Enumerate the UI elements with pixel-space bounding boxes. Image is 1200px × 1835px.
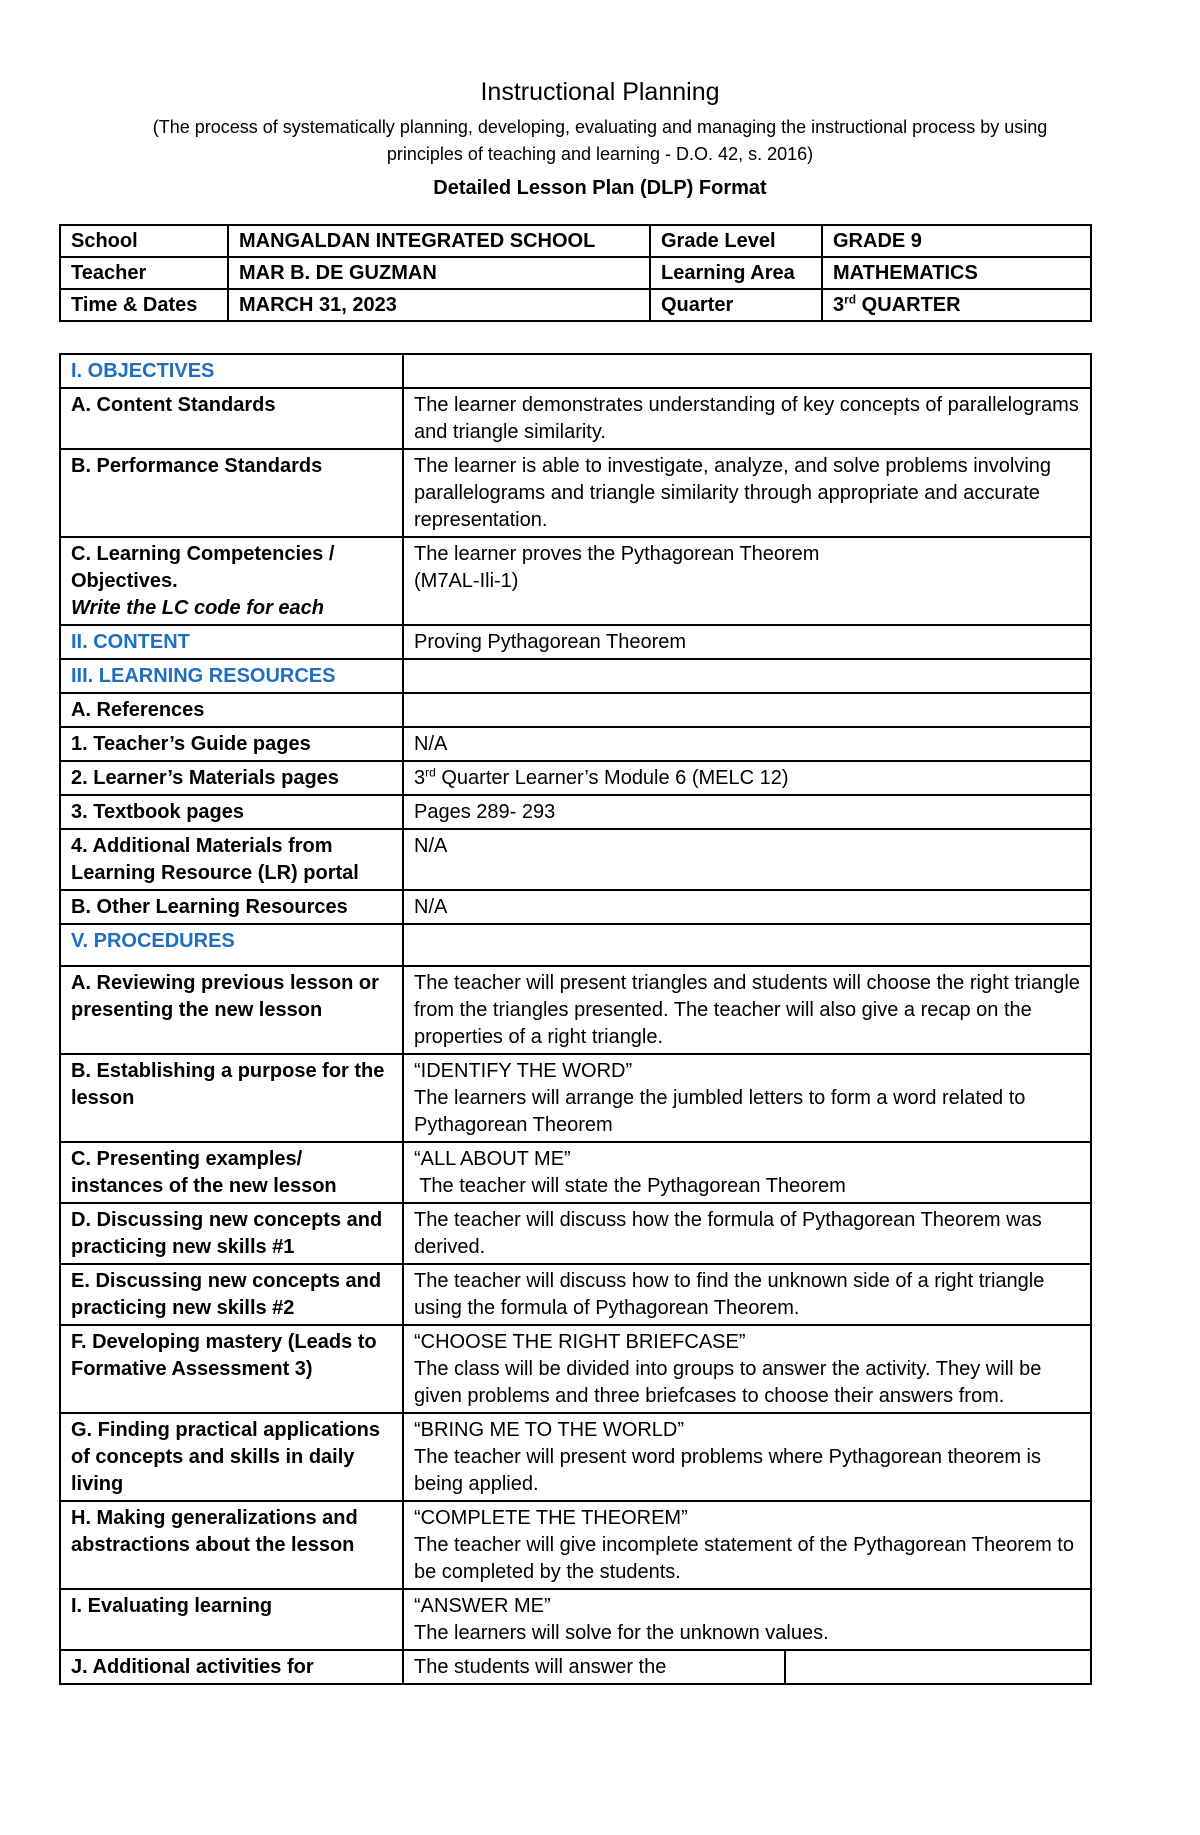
table-row [60, 659, 1091, 693]
activity-description: The teacher will give incomplete statement of the Pythagorean Theorem to be completed by the students. [414, 1534, 1074, 1583]
time-dates-label: Time & Dates [60, 289, 228, 321]
teachers-guide-value: N/A [403, 727, 1091, 761]
empty-cell [403, 693, 1091, 727]
teacher-label: Teacher [60, 257, 228, 289]
procedure-j-label: J. Additional activities for [60, 1650, 403, 1684]
procedure-j-value [403, 1650, 1091, 1684]
procedure-b-value [403, 1054, 1091, 1142]
lm-text: Quarter Learner’s Module 6 (MELC 12) [435, 767, 789, 789]
subtitle-line-1: (The process of systematically planning, developing, evaluating and managing the instructional process by using [152, 117, 1048, 137]
dlp-format-heading: Detailed Lesson Plan (DLP) Format [433, 177, 767, 199]
procedure-j-text: The students will answer the [414, 1656, 667, 1678]
table-row [60, 1501, 1091, 1589]
table-row [60, 890, 1091, 924]
table-row [60, 388, 1091, 449]
am-label-line: 4. Additional Materials from [71, 835, 333, 857]
quarter-value [822, 289, 1091, 321]
content-standards-value: The learner demonstrates understanding of key concepts of parallelograms and triangle similarity. [403, 388, 1091, 449]
school-info-table [59, 224, 1092, 322]
content-value: Proving Pythagorean Theorem [403, 625, 1091, 659]
content-standards-label: A. Content Standards [60, 388, 403, 449]
document-header [0, 74, 1200, 203]
table-row [60, 1325, 1091, 1413]
procedure-g-label: G. Finding practical applications of concepts and skills in daily living [60, 1413, 403, 1501]
empty-cell [403, 659, 1091, 693]
empty-cell [403, 924, 1091, 966]
procedure-f-value [403, 1325, 1091, 1413]
activity-description: The teacher will present word problems where Pythagorean theorem is being applied. [414, 1446, 1041, 1495]
performance-standards-label: B. Performance Standards [60, 449, 403, 537]
quarter-text: QUARTER [856, 294, 961, 316]
table-row [60, 537, 1091, 625]
table-row [60, 257, 1091, 289]
table-row [60, 449, 1091, 537]
content-heading: II. CONTENT [60, 625, 403, 659]
table-row [60, 354, 1091, 388]
table-row [60, 829, 1091, 890]
procedure-g-value [403, 1413, 1091, 1501]
cell-divider [784, 1651, 786, 1683]
procedure-a-value: The teacher will present triangles and students will choose the right triangle from the triangles presented. The teacher will also give a recap on the properties of a right triangle. [403, 966, 1091, 1054]
textbook-value: Pages 289- 293 [403, 795, 1091, 829]
table-row [60, 225, 1091, 257]
procedure-c-value [403, 1142, 1091, 1203]
procedure-e-label: E. Discussing new concepts and practicing new skills #2 [60, 1264, 403, 1325]
learning-area-value: MATHEMATICS [822, 257, 1091, 289]
table-row [60, 693, 1091, 727]
lm-ordinal: rd [425, 765, 436, 780]
competency-text: The learner proves the Pythagorean Theorem [414, 543, 820, 565]
procedure-i-value [403, 1589, 1091, 1650]
other-resources-label: B. Other Learning Resources [60, 890, 403, 924]
activity-title: “BRING ME TO THE WORLD” [414, 1419, 685, 1441]
procedure-h-value [403, 1501, 1091, 1589]
table-row [60, 1142, 1091, 1203]
school-label: School [60, 225, 228, 257]
table-row [60, 1264, 1091, 1325]
activity-title: “COMPLETE THE THEOREM” [414, 1507, 688, 1529]
activity-title: “IDENTIFY THE WORD” [414, 1060, 633, 1082]
learning-competencies-value [403, 537, 1091, 625]
activity-description: The learners will solve for the unknown values. [414, 1622, 829, 1644]
procedure-d-label: D. Discussing new concepts and practicing new skills #1 [60, 1203, 403, 1264]
competencies-label-note: Write the LC code for each [71, 597, 325, 619]
performance-standards-value: The learner is able to investigate, analyze, and solve problems involving parallelograms and triangle similarity through appropriate and accurate representation. [403, 449, 1091, 537]
procedure-e-value: The teacher will discuss how to find the unknown side of a right triangle using the formula of Pythagorean Theorem. [403, 1264, 1091, 1325]
table-row [60, 1650, 1091, 1684]
additional-materials-label [60, 829, 403, 890]
table-row [60, 924, 1091, 966]
competency-code: (M7AL-Ili-1) [414, 570, 519, 592]
grade-level-value: GRADE 9 [822, 225, 1091, 257]
other-resources-value: N/A [403, 890, 1091, 924]
table-row [60, 1203, 1091, 1264]
procedure-h-label: H. Making generalizations and abstractions about the lesson [60, 1501, 403, 1589]
lesson-plan-table [59, 353, 1092, 1685]
procedures-heading: V. PROCEDURES [60, 924, 403, 966]
references-label: A. References [60, 693, 403, 727]
table-row [60, 289, 1091, 321]
table-row [60, 1413, 1091, 1501]
document-title: Instructional Planning [480, 78, 720, 106]
activity-description: The learners will arrange the jumbled letters to form a word related to Pythagorean Theorem [414, 1087, 1026, 1136]
learning-area-label: Learning Area [650, 257, 822, 289]
procedure-c-label: C. Presenting examples/ instances of the new lesson [60, 1142, 403, 1203]
teacher-value: MAR B. DE GUZMAN [228, 257, 650, 289]
table-row [60, 966, 1091, 1054]
procedure-b-label: B. Establishing a purpose for the lesson [60, 1054, 403, 1142]
activity-title: “ANSWER ME” [414, 1595, 551, 1617]
activity-title: “ALL ABOUT ME” [414, 1148, 571, 1170]
time-dates-value: MARCH 31, 2023 [228, 289, 650, 321]
procedure-f-label: F. Developing mastery (Leads to Formative Assessment 3) [60, 1325, 403, 1413]
additional-materials-value: N/A [403, 829, 1091, 890]
activity-description: The teacher will state the Pythagorean Theorem [414, 1175, 846, 1197]
quarter-number: 3 [833, 294, 845, 316]
quarter-label: Quarter [650, 289, 822, 321]
textbook-label: 3. Textbook pages [60, 795, 403, 829]
empty-cell [403, 354, 1091, 388]
procedure-i-label: I. Evaluating learning [60, 1589, 403, 1650]
table-row [60, 761, 1091, 795]
competencies-label-line: C. Learning Competencies / [71, 543, 335, 565]
table-row [60, 795, 1091, 829]
quarter-ordinal: rd [844, 292, 857, 307]
lm-number: 3 [414, 767, 426, 789]
learners-materials-label: 2. Learner’s Materials pages [60, 761, 403, 795]
table-row [60, 727, 1091, 761]
subtitle-line-2: principles of teaching and learning - D.O. 42, s. 2016) [386, 144, 814, 164]
objectives-heading: I. OBJECTIVES [60, 354, 403, 388]
activity-title: “CHOOSE THE RIGHT BRIEFCASE” [414, 1331, 746, 1353]
procedure-d-value: The teacher will discuss how the formula of Pythagorean Theorem was derived. [403, 1203, 1091, 1264]
table-row [60, 1054, 1091, 1142]
teachers-guide-label: 1. Teacher’s Guide pages [60, 727, 403, 761]
learning-competencies-label [60, 537, 403, 625]
document-subtitle [0, 114, 1200, 168]
am-label-line: Learning Resource (LR) portal [71, 862, 359, 884]
table-row [60, 625, 1091, 659]
activity-description: The class will be divided into groups to answer the activity. They will be given problems and three briefcases to choose their answers from. [414, 1358, 1042, 1407]
table-row [60, 1589, 1091, 1650]
grade-level-label: Grade Level [650, 225, 822, 257]
procedure-a-label: A. Reviewing previous lesson or presenting the new lesson [60, 966, 403, 1054]
learning-resources-heading: III. LEARNING RESOURCES [60, 659, 403, 693]
competencies-label-line: Objectives. [71, 570, 178, 592]
learners-materials-value [403, 761, 1091, 795]
school-value: MANGALDAN INTEGRATED SCHOOL [228, 225, 650, 257]
